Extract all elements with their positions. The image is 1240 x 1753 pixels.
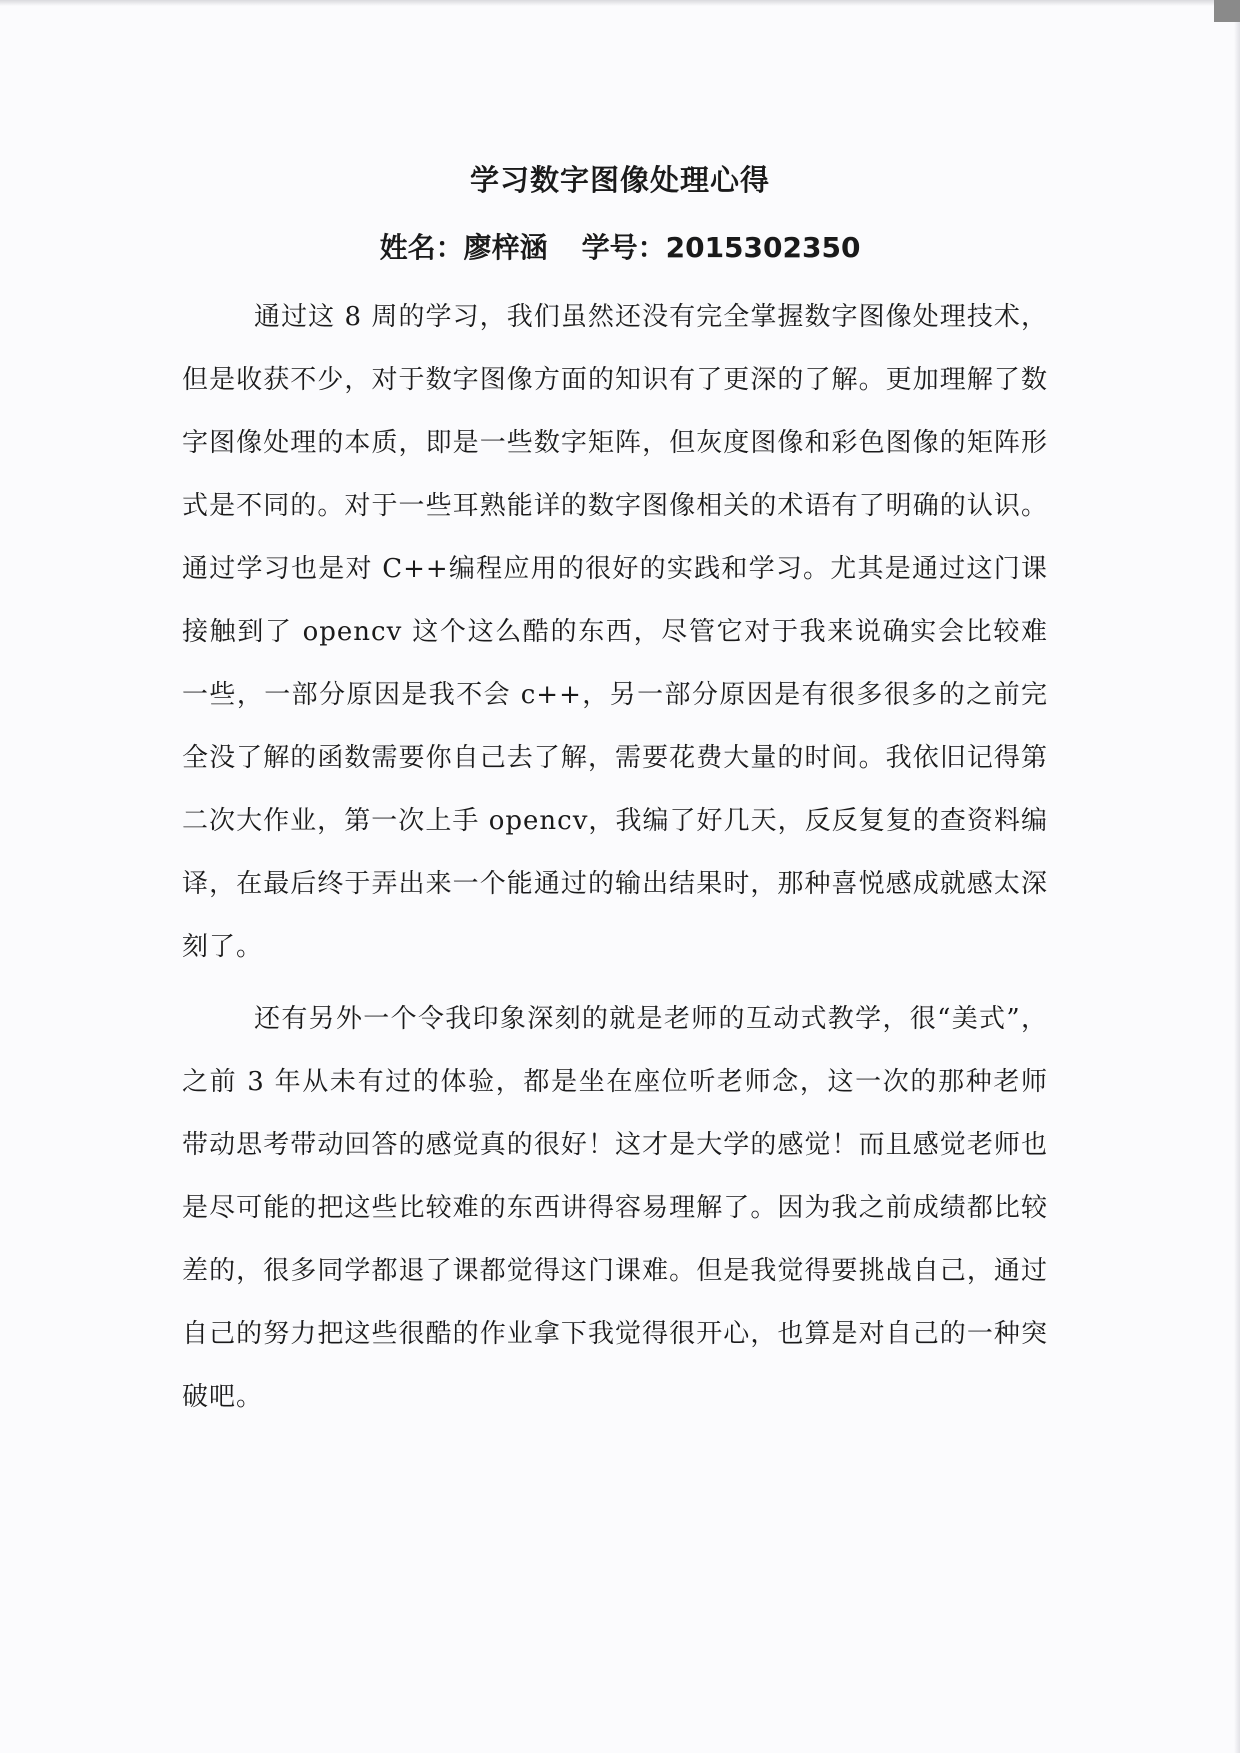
student-id-label: 学号： — [581, 231, 666, 264]
author-line — [0, 226, 1240, 266]
document-title: 学习数字图像处理心得 — [469, 163, 770, 197]
paragraph-1: 通过这 8 周的学习，我们虽然还没有完全掌握数字图像处理技术，但是收获不少，对于数字图像方面的知识有了更深的了解。更加理解了数字图像处理的本质，即是一些数字矩阵，但灰度图像和彩色图像的矩阵形式是不同的。对于一些耳熟能详的数字图像相关的术语有了明确的认识。通过学习也是对 C++编程应用的很好的实践和学习。尤其是通过这门课接触到了 opencv 这个这么酷的东西，尽管它对于我来说确实会比较难一些，一部分原因是我不会 c++，另一部分原因是有很多很多的之前完全没了解的函数需要你自己去了解，需要花费大量的时间。我依旧记得第二次大作业，第一次上手 opencv，我编了好几天，反反复复的查资料编译，在最后终于弄出来一个能通过的输出结果时，那种喜悦感成就感太深刻了。 — [182, 302, 1048, 962]
document-body — [182, 286, 1048, 1429]
paragraph-2: 还有另外一个令我印象深刻的就是老师的互动式教学，很“美式”，之前 3 年从未有过的体验，都是坐在座位听老师念，这一次的那种老师带动思考带动回答的感觉真的很好！这才是大学的感觉！而且感觉老师也是尽可能的把这些比较难的东西讲得容易理解了。因为我之前成绩都比较差的，很多同学都退了课都觉得这门课难。但是我觉得要挑战自己，通过自己的努力把这些很酷的作业拿下我觉得很开心，也算是对自己的一种突破吧。 — [182, 1004, 1048, 1412]
name-value: 廖梓涵 — [463, 231, 548, 264]
name-label: 姓名： — [379, 231, 464, 264]
student-id-value: 2015302350 — [665, 231, 861, 264]
